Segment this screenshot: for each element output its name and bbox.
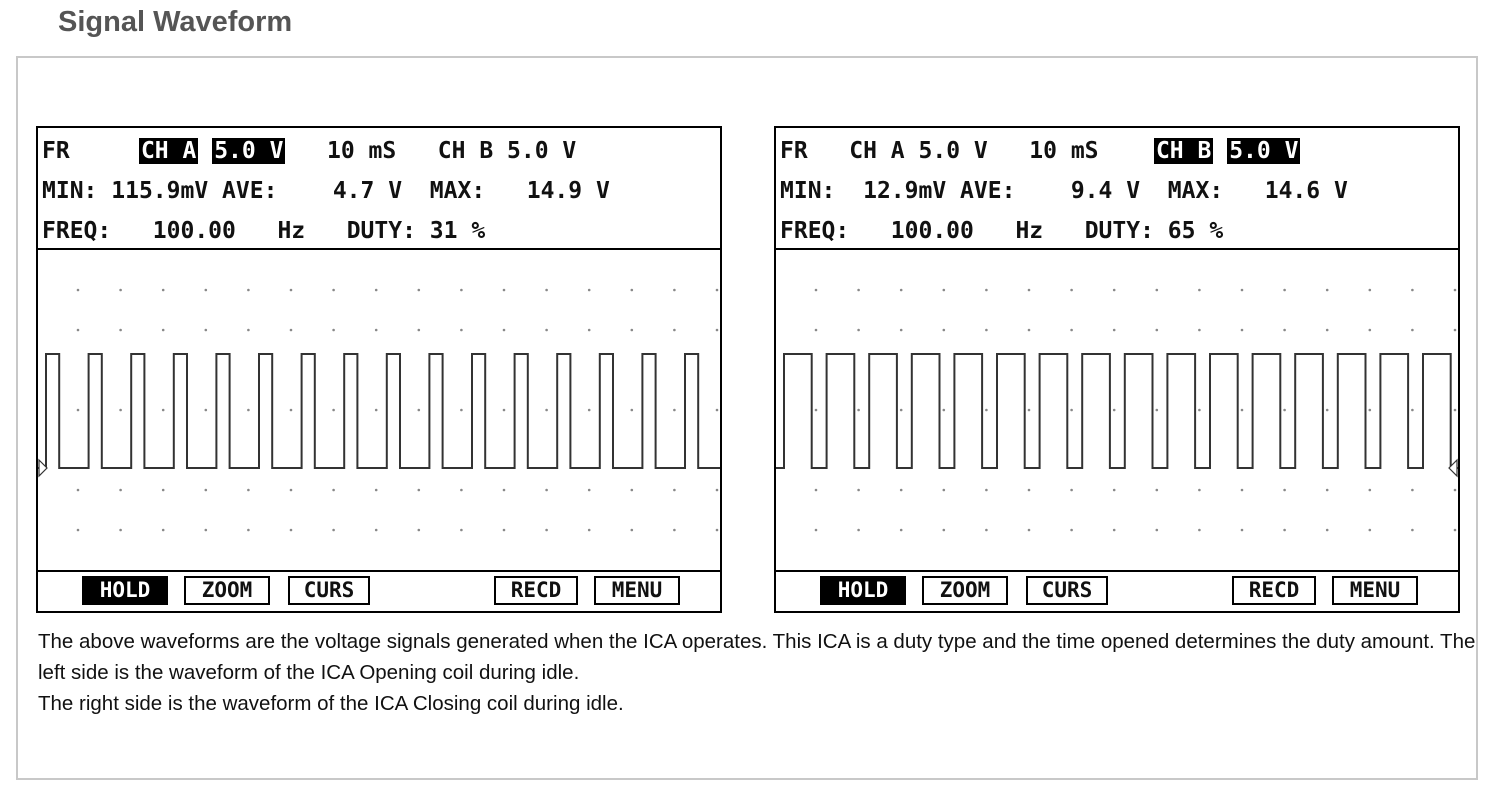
grid-dot (460, 329, 463, 332)
grid-dot (1113, 529, 1116, 532)
grid-dot (1411, 529, 1414, 532)
grid-dot (857, 489, 860, 492)
grid-dot (1369, 329, 1372, 332)
caption-paragraph-2: The right side is the waveform of the ICA Closing coil during idle. (38, 692, 624, 715)
waveform-plot (38, 250, 720, 570)
grid-dot (375, 329, 378, 332)
grid-dot (119, 489, 122, 492)
grid-dot (1156, 329, 1159, 332)
channel-b-label: CH B (437, 138, 494, 164)
grid-dot (943, 289, 946, 292)
grid-dot (1454, 289, 1457, 292)
record-button[interactable]: RECD (494, 576, 578, 605)
grid-dot (716, 329, 719, 332)
waveform-area (38, 250, 720, 570)
grid-dot (1198, 489, 1201, 492)
min-value: 115.9mV (111, 178, 209, 204)
grid-dot (857, 529, 860, 532)
grid-dot (1283, 489, 1286, 492)
record-button[interactable]: RECD (1232, 576, 1316, 605)
grid-dot (1113, 329, 1116, 332)
grid-dot (375, 489, 378, 492)
duty-value: 65 % (1167, 218, 1224, 244)
grid-dot (716, 289, 719, 292)
grid-dot (503, 329, 506, 332)
timebase: 10 mS (327, 138, 397, 164)
grid-dot (815, 329, 818, 332)
grid-dot (1070, 329, 1073, 332)
grid-dot (460, 529, 463, 532)
grid-dot (631, 489, 634, 492)
grid-dot (900, 329, 903, 332)
grid-dot (77, 529, 80, 532)
grid-dot (985, 529, 988, 532)
caption (38, 626, 1478, 719)
duty-label: DUTY: (346, 218, 416, 244)
grid-dot (1326, 329, 1329, 332)
duty-label: DUTY: (1084, 218, 1154, 244)
signal-trace (38, 354, 720, 468)
grid-dot (545, 289, 548, 292)
channel-b-label: CH B (1155, 138, 1212, 164)
scope-readout (38, 128, 720, 250)
min-label: MIN: (42, 178, 98, 204)
grid-dot (247, 329, 250, 332)
grid-dot (1156, 289, 1159, 292)
grid-dot (1070, 489, 1073, 492)
grid-dot (673, 529, 676, 532)
cursor-button[interactable]: CURS (288, 576, 370, 605)
channel-a-label: CH A (849, 138, 905, 164)
grid-dot (460, 289, 463, 292)
grid-dot (545, 329, 548, 332)
grid-dot (900, 289, 903, 292)
grid-dot (943, 529, 946, 532)
grid-dot (1411, 329, 1414, 332)
grid-dot (332, 489, 335, 492)
grid-dot (460, 489, 463, 492)
grid-dot (1028, 409, 1031, 412)
readout-line-3 (780, 216, 1223, 246)
grid-dot (162, 289, 165, 292)
grid-dot (545, 409, 548, 412)
grid-dot (1326, 529, 1329, 532)
grid-dot (1028, 529, 1031, 532)
grid-dot (1326, 409, 1329, 412)
grid-dot (503, 529, 506, 532)
freq-label: FREQ: (42, 218, 112, 244)
grid-dot (1113, 489, 1116, 492)
grid-dot (162, 489, 165, 492)
grid-dot (716, 529, 719, 532)
grid-dot (162, 529, 165, 532)
grid-dot (418, 289, 421, 292)
grid-dot (943, 409, 946, 412)
grid-dot (290, 409, 293, 412)
grid-dot (1241, 489, 1244, 492)
grid-dot (77, 489, 80, 492)
grid-dot (1241, 329, 1244, 332)
grid-dot (815, 489, 818, 492)
grid-dot (1241, 529, 1244, 532)
grid-dot (815, 289, 818, 292)
readout-line-2 (42, 176, 610, 206)
channel-a-volts: 5.0 V (918, 138, 988, 164)
hold-button[interactable]: HOLD (82, 576, 168, 605)
menu-button[interactable]: MENU (1332, 576, 1418, 605)
grid-dot (1241, 409, 1244, 412)
grid-dot (1283, 409, 1286, 412)
grid-dot (503, 289, 506, 292)
grid-dot (1411, 409, 1414, 412)
grid-dot (77, 409, 80, 412)
ave-value: 9.4 V (1070, 178, 1141, 204)
grid-dot (716, 489, 719, 492)
grid-dot (1156, 489, 1159, 492)
duty-value: 31 % (429, 218, 486, 244)
softkey-bar (38, 570, 720, 611)
scope-screen-left (36, 126, 722, 613)
channel-a-label: CH A (140, 138, 197, 164)
grid-dot (332, 289, 335, 292)
grid-dot (1070, 409, 1073, 412)
fr-label: FR (780, 138, 808, 164)
grid-dot (1028, 329, 1031, 332)
grid-dot (1454, 409, 1457, 412)
readout-line-1 (780, 136, 1300, 166)
waveform-area (776, 250, 1458, 570)
grid-dot (588, 329, 591, 332)
grid-dot (588, 529, 591, 532)
grid-dot (985, 329, 988, 332)
grid-dot (375, 409, 378, 412)
freq-unit: Hz (1015, 218, 1044, 244)
grid-dot (1113, 289, 1116, 292)
grid-dot (716, 409, 719, 412)
grid-dot (119, 329, 122, 332)
grid-dot (1283, 329, 1286, 332)
grid-dot (503, 409, 506, 412)
grid-dot (1411, 289, 1414, 292)
grid-dot (205, 289, 208, 292)
grid-dot (631, 409, 634, 412)
grid-dot (1369, 489, 1372, 492)
grid-dot (77, 329, 80, 332)
grid-dot (375, 529, 378, 532)
grid-dot (162, 329, 165, 332)
grid-dot (205, 489, 208, 492)
grid-dot (1156, 409, 1159, 412)
grid-dot (1369, 529, 1372, 532)
grid-dot (673, 489, 676, 492)
grid-dot (1156, 529, 1159, 532)
readout-line-1 (42, 136, 576, 166)
freq-unit: Hz (277, 218, 306, 244)
grid-dot (418, 489, 421, 492)
grid-dot (857, 289, 860, 292)
grid-dot (815, 529, 818, 532)
grid-dot (545, 489, 548, 492)
page-title: Signal Waveform (58, 6, 293, 38)
grid-dot (545, 529, 548, 532)
grid-dot (119, 409, 122, 412)
grid-dot (1454, 529, 1457, 532)
grid-dot (1028, 489, 1031, 492)
readout-line-3 (42, 216, 485, 246)
grid-dot (290, 289, 293, 292)
timebase: 10 mS (1029, 138, 1099, 164)
fr-label: FR (42, 138, 70, 164)
freq-value: 100.00 (152, 218, 236, 244)
max-label: MAX: (429, 178, 486, 204)
channel-b-volts: 5.0 V (507, 138, 577, 164)
channel-b-volts: 5.0 V (1229, 138, 1299, 164)
grid-dot (588, 409, 591, 412)
grid-dot (985, 489, 988, 492)
grid-dot (119, 529, 122, 532)
grid-dot (631, 289, 634, 292)
grid-dot (900, 489, 903, 492)
grid-dot (673, 409, 676, 412)
grid-dot (815, 409, 818, 412)
grid-dot (943, 329, 946, 332)
grid-dot (1283, 289, 1286, 292)
grid-dot (857, 409, 860, 412)
grid-dot (332, 409, 335, 412)
grid-dot (290, 529, 293, 532)
grid-dot (205, 529, 208, 532)
ave-value: 4.7 V (332, 178, 403, 204)
grid-dot (375, 289, 378, 292)
grid-dot (673, 289, 676, 292)
zoom-button[interactable]: ZOOM (922, 576, 1008, 605)
grid-dot (1454, 489, 1457, 492)
grid-dot (290, 329, 293, 332)
freq-value: 100.00 (890, 218, 974, 244)
readout-line-2 (780, 176, 1348, 206)
ave-label: AVE: (960, 178, 1016, 204)
cursor-button[interactable]: CURS (1026, 576, 1108, 605)
grid-dot (1369, 409, 1372, 412)
grid-dot (1113, 409, 1116, 412)
grid-dot (418, 409, 421, 412)
grid-dot (247, 409, 250, 412)
grid-dot (503, 489, 506, 492)
freq-label: FREQ: (780, 218, 850, 244)
min-label: MIN: (780, 178, 836, 204)
grid-dot (205, 329, 208, 332)
grid-dot (588, 289, 591, 292)
grid-dot (985, 289, 988, 292)
grid-dot (1070, 289, 1073, 292)
grid-dot (1198, 289, 1201, 292)
grid-dot (119, 289, 122, 292)
grid-dot (1326, 289, 1329, 292)
min-value: 12.9mV (863, 178, 947, 204)
grid-dot (673, 329, 676, 332)
grid-dot (205, 409, 208, 412)
channel-a-volts: 5.0 V (214, 138, 284, 164)
scope-screen-right (774, 126, 1460, 613)
grid-dot (247, 489, 250, 492)
hold-button[interactable]: HOLD (820, 576, 906, 605)
softkey-bar (776, 570, 1458, 611)
grid-dot (1070, 529, 1073, 532)
grid-dot (900, 529, 903, 532)
caption-paragraph-1: The above waveforms are the voltage signals generated when the ICA operates. This ICA is a duty type and the time opened determines the duty amount. The left side is the waveform of the ICA Opening coil during idle. (38, 630, 1476, 684)
waveform-plot (776, 250, 1458, 570)
grid-dot (1326, 489, 1329, 492)
grid-dot (631, 329, 634, 332)
grid-dot (1241, 289, 1244, 292)
grid-dot (332, 329, 335, 332)
grid-dot (418, 529, 421, 532)
max-value: 14.6 V (1264, 178, 1348, 204)
grid-dot (588, 489, 591, 492)
grid-dot (631, 529, 634, 532)
scope-readout (776, 128, 1458, 250)
menu-button[interactable]: MENU (594, 576, 680, 605)
grid-dot (290, 489, 293, 492)
grid-dot (900, 409, 903, 412)
grid-dot (1198, 409, 1201, 412)
grid-dot (1369, 289, 1372, 292)
grid-dot (1283, 529, 1286, 532)
grid-dot (1411, 489, 1414, 492)
grid-dot (332, 529, 335, 532)
grid-dot (247, 529, 250, 532)
grid-dot (162, 409, 165, 412)
grid-dot (857, 329, 860, 332)
ave-label: AVE: (222, 178, 278, 204)
grid-dot (460, 409, 463, 412)
grid-dot (1454, 329, 1457, 332)
grid-dot (943, 489, 946, 492)
grid-dot (1198, 529, 1201, 532)
zoom-button[interactable]: ZOOM (184, 576, 270, 605)
max-label: MAX: (1167, 178, 1224, 204)
grid-dot (77, 289, 80, 292)
max-value: 14.9 V (526, 178, 610, 204)
grid-dot (985, 409, 988, 412)
grid-dot (1198, 329, 1201, 332)
grid-dot (247, 289, 250, 292)
signal-trace (776, 354, 1458, 468)
grid-dot (418, 329, 421, 332)
grid-dot (1028, 289, 1031, 292)
